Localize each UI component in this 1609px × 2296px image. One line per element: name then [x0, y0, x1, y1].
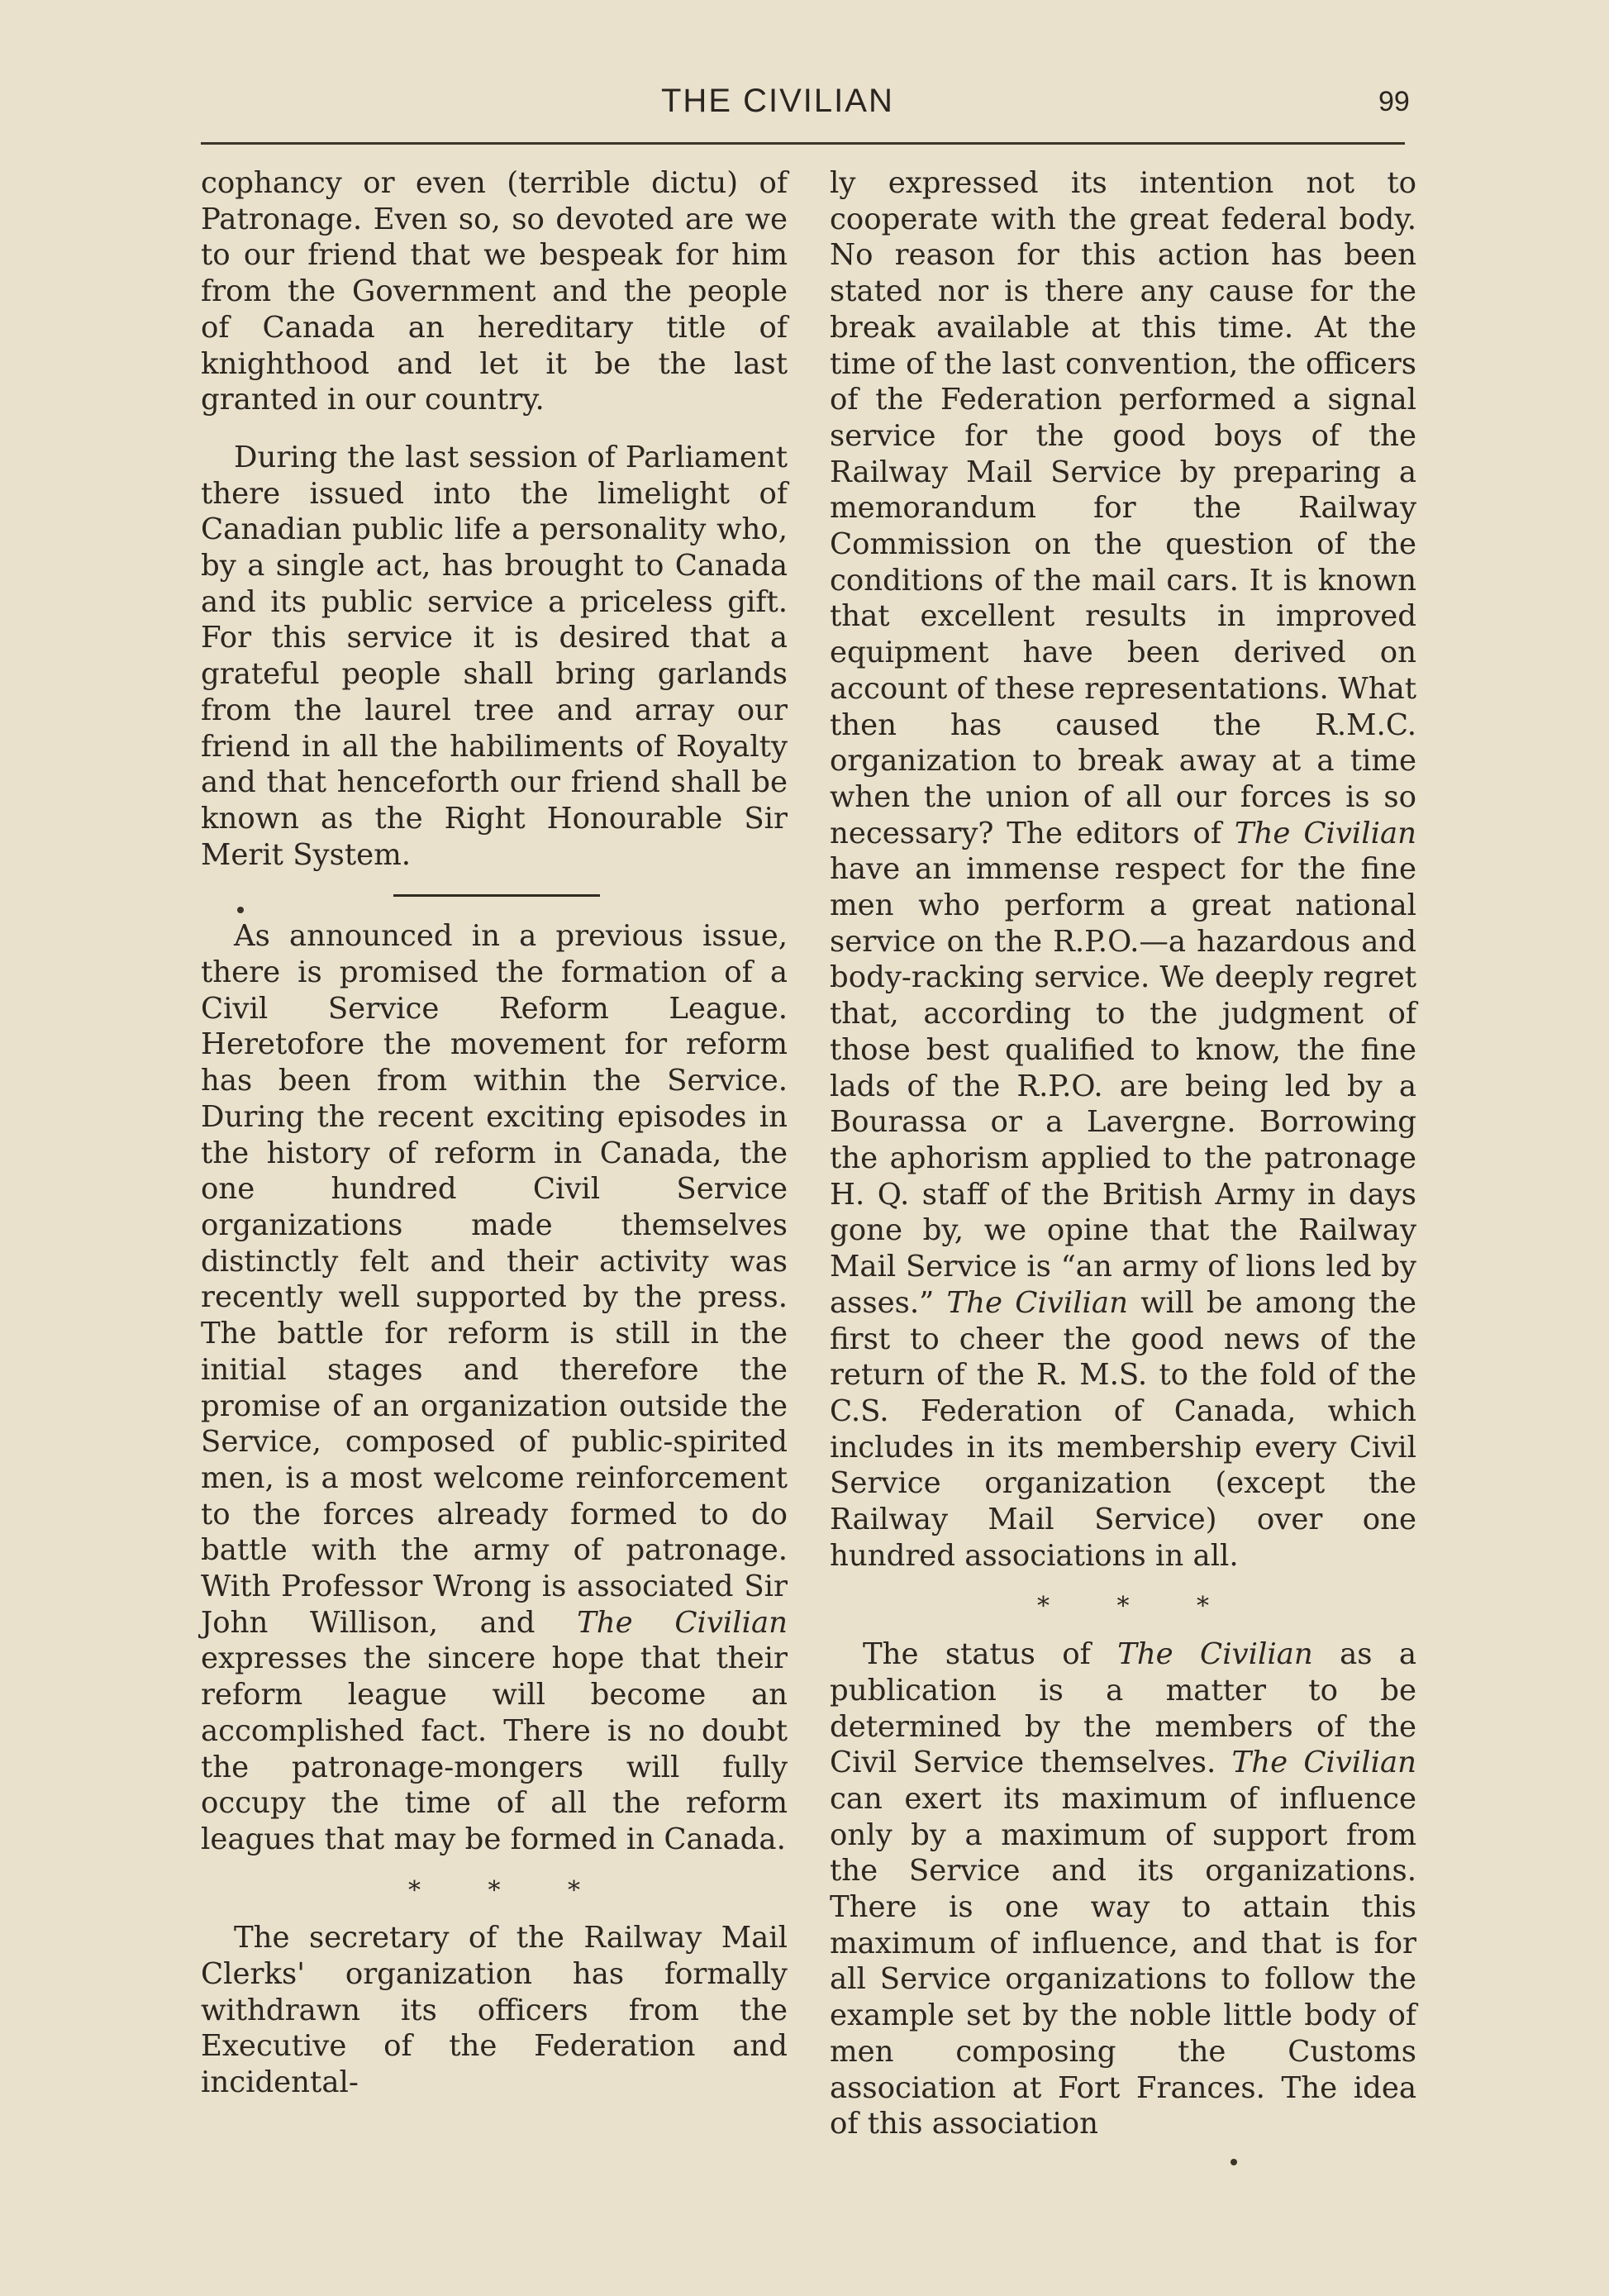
paragraph-text: During the last session of Parliament there issued into the limelight of Canadian public life a personality who, by a single act, has brought to Canada and its public service a priceless gift. For this service it is desired that a grateful people shall bring garlands from the laurel tree and array our friend in all the habiliments of Royalty and that henceforth our friend shall be known as the Right Honourable Sir Merit System. — [201, 440, 788, 872]
left-column — [201, 165, 788, 2101]
paragraph-text: will be among the first to cheer the good news of the return of the R. M.S. to the fold of the C.S. Federation of Canada, which includes in its membership every Civil Service organization (except the Railway Mail Service) over one hundred associations in all. — [830, 1285, 1416, 1573]
paragraph-text: As announced in a previous issue, there is promised the formation of a Civil Service Reform League. Heretofore the movement for reform has been from within the Service. During the recent exciting episodes in the history of reform in Canada, the one hundred Civil Service organizations made themselves distinctly felt and their activity was recently well supported by the press. The battle for reform is still in the initial stages and therefore the promise of an organization outside the Service, composed of public-spirited men, is a most welcome reinforcement to the forces already formed to do battle with the army of patronage. With Professor Wrong is associated Sir John Willison, and — [201, 919, 788, 1640]
paragraph-text: The secretary of the Railway Mail Clerks' organization has formally withdrawn its officers from the Executive of the Federation and incidental- — [201, 1921, 788, 2100]
publication-title: The Civilian — [1231, 1746, 1416, 1780]
paragraph-text: have an immense respect for the fine men who perform a great national service on the R.P.O.—a hazardous and body-racking service. We deeply regret that, according to the judgment of those best qualified to know, the fine lads of the R.P.O. are being led by a Bourassa or a Lavergne. Borrowing the aphorism applied to the patronage H. Q. staff of the British Army in days gone by, we opine that the Railway Mail Service is “an army of lions led by asses.” — [830, 852, 1416, 1320]
paragraph-continued — [201, 165, 788, 418]
paragraph-text: cophancy or even (terrible dictu) of Patronage. Even so, so devoted are we to our friend that we bespeak for him from the Government and the people of Canada an hereditary title of knighthood and let it be the last granted in our country. — [201, 166, 788, 417]
paragraph-text: ly expressed its intention not to cooperate with the great federal body. No reason for this action has been stated nor is there any cause for the break available at this time. At the time of the last convention, the officers of the Federation performed a signal service for the good boys of the Railway Mail Service by preparing a memorandum for the Railway Commission on the question of the conditions of the mail cars. It is known that excellent results in improved equipment have been derived on account of these representations. What then has caused the R.M.C. organization to break away at a time when the union of all our forces is so necessary? The editors of — [830, 166, 1416, 850]
paragraph-railway-mail-continued — [830, 165, 1416, 1574]
section-divider — [393, 894, 600, 897]
paragraph-text: can exert its maximum of influence only by a maximum of support from the Service and its organizations. There is one way to attain this maximum of influence, and that is for all Service organizations to follow the example set by the noble little body of men composing the Customs association at Fort Frances. The idea of this association — [830, 1781, 1416, 2141]
paragraph-reform-league — [201, 918, 788, 1857]
section-stars: * * * — [1036, 1592, 1240, 1622]
page-number: 99 — [1378, 86, 1410, 117]
paragraph-railway-mail — [201, 1920, 788, 2101]
publication-title: The Civilian — [577, 1605, 788, 1640]
publication-title: The Civilian — [1234, 816, 1416, 850]
paragraph-text: The status of — [863, 1637, 1091, 1672]
section-stars: * * * — [407, 1875, 611, 1905]
running-header-title: THE CIVILIAN — [661, 83, 894, 119]
paragraph-text: as a publication is a matter to be determined by the members of the Civil Service themselves. — [830, 1637, 1416, 1780]
paragraph-status — [830, 1636, 1416, 2142]
print-speck — [237, 907, 244, 913]
print-speck — [1231, 2159, 1237, 2165]
paragraph-text: expresses the sincere hope that their reform league will become an accomplished fact. There is no doubt the patronage-mongers will fully occupy the time of all the reform leagues that may be formed in Canada. — [201, 1641, 788, 1856]
right-column — [830, 165, 1416, 2142]
paragraph-merit-system — [201, 440, 788, 873]
publication-title: The Civilian — [1117, 1637, 1313, 1672]
header-rule — [201, 142, 1405, 145]
publication-title: The Civilian — [946, 1285, 1128, 1320]
